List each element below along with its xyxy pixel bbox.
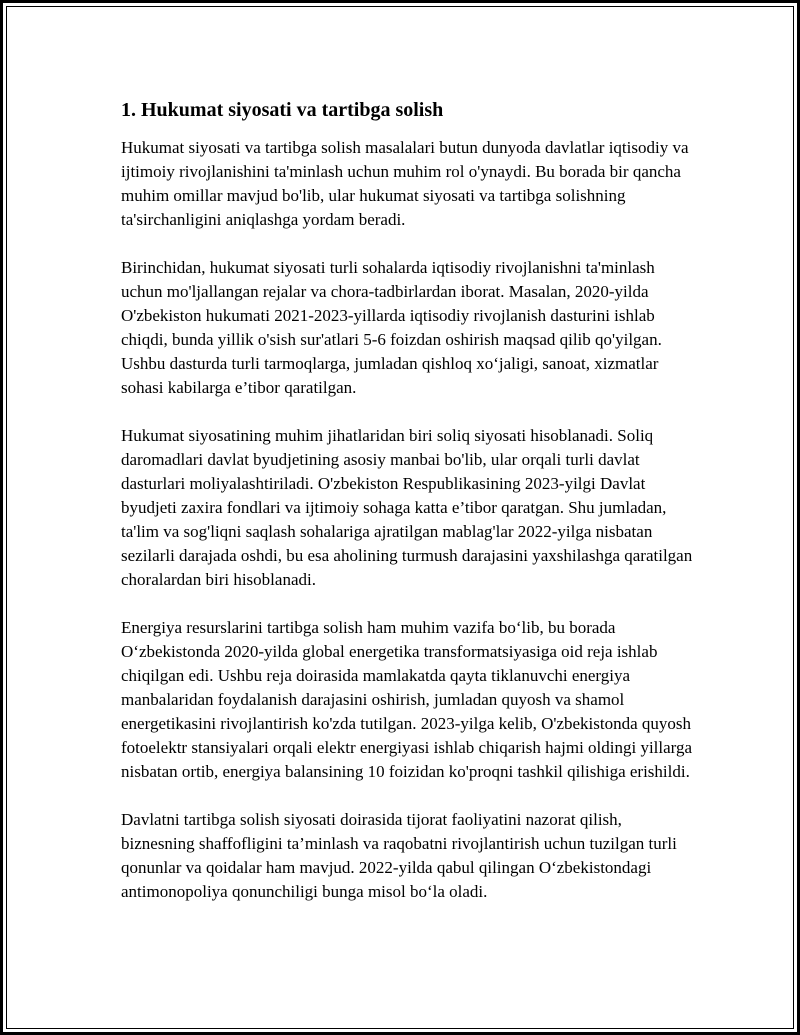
paragraph-economic-policy: Birinchidan, hukumat siyosati turli sohalarda iqtisodiy rivojlanishni ta'minlash uchun mo'ljallangan rejalar va chora-tadbirlardan iborat. Masalan, 2020-yilda O'zbekiston hukumati 2021-2023-yillarda iqtisodiy rivojlanish dasturini ishlab chiqdi, bunda yillik o'sish sur'atlari 5-6 foizdan oshirish maqsad qilib qo'yilgan. Ushbu dasturda turli tarmoqlarga, jumladan qishloq xo‘jaligi, sanoat, xizmatlar sohasi kabilarga e’tibor qaratilgan. bbox=[121, 258, 662, 397]
section-heading: 1. Hukumat siyosati va tartibga solish bbox=[121, 99, 444, 121]
paragraph-business-regulation: Davlatni tartibga solish siyosati doirasida tijorat faoliyatini nazorat qilish, biznesning shaffofligini ta’minlash va raqobatni rivojlantirish uchun tuzilgan turli qonunlar va qoidalar ham mavjud. 2022-yilda qabul qilingan O‘zbekistondagi antimonopoliya qonunchiligi bunga misol bo‘la oladi. bbox=[121, 810, 677, 901]
paragraph-intro: Hukumat siyosati va tartibga solish masalalari butun dunyoda davlatlar iqtisodiy va ijtimoiy rivojlanishini ta'minlash uchun muhim rol o'ynaydi. Bu borada bir qancha muhim omillar mavjud bo'lib, ular hukumat siyosati va tartibga solishning ta'sirchanligini aniqlashga yordam beradi. bbox=[121, 138, 689, 229]
paragraph-energy-regulation: Energiya resurslarini tartibga solish ham muhim vazifa bo‘lib, bu borada O‘zbekistonda 2020-yilda global energetika transformatsiyasiga oid reja ishlab chiqilgan edi. Ushbu reja doirasida mamlakatda qayta tiklanuvchi energiya manbalaridan foydalanish darajasini oshirish, jumladan quyosh va shamol energetikasini rivojlantirish ko'zda tutilgan. 2023-yilga kelib, O'zbekistonda quyosh fotoelektr stansiyalari orqali elektr energiyasi ishlab chiqarish hajmi oldingi yillarga nisbatan ortib, energiya balansining 10 foizidan ko'proqni tashkil qilishiga erishildi. bbox=[121, 618, 693, 781]
paragraph-tax-policy: Hukumat siyosatining muhim jihatlaridan biri soliq siyosati hisoblanadi. Soliq daromadlari davlat byudjetining asosiy manbai bo'lib, ular orqali turli davlat dasturlari moliyalashtiriladi. O'zbekiston Respublikasining 2023-yilgi Davlat byudjeti zaxira fondlari va ijtimoiy sohaga katta e’tibor qaratgan. Shu jumladan, ta'lim va sog'liqni saqlash sohalariga ajratilgan mablag'lar 2022-yilga nisbatan sezilarli darajada oshdi, bu esa aholining turmush darajasini yaxshilashga qaratilgan choralardan biri hisoblanadi. bbox=[121, 426, 693, 589]
document-body bbox=[121, 97, 693, 928]
